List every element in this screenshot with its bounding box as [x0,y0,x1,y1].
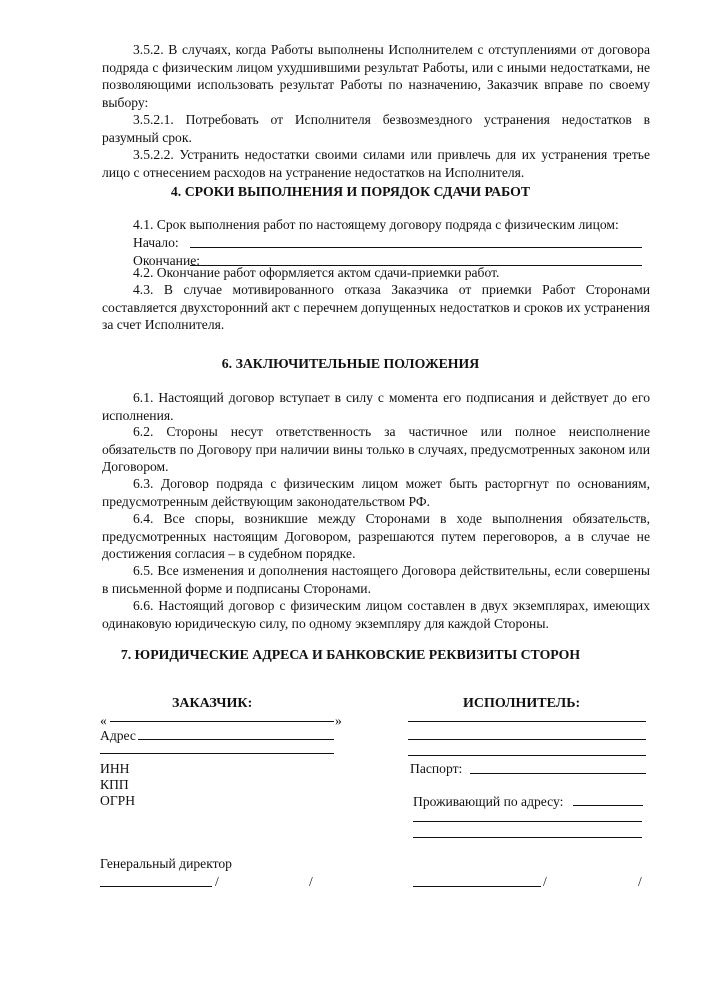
customer-address-field-2[interactable] [100,753,334,754]
section-7-heading: 7. ЮРИДИЧЕСКИЕ АДРЕСА И БАНКОВСКИЕ РЕКВИЗИТЫ СТОРОН [120,647,581,662]
paragraph-4-1: 4.1. Срок выполнения работ по настоящему договору подряда с физическим лицом: [133,217,619,232]
contractor-name-field-2[interactable] [408,739,646,740]
start-date-field[interactable] [190,247,642,248]
paragraph-3-5-2-2: 3.5.2.2. Устранить недостатки своими силами или привлечь для их устранения третье лицо с отнесением расходов на устранение недостатков на Исполнителя. [102,147,650,180]
paragraph-6-6: 6.6. Настоящий договор с физическим лицом составлен в двух экземплярах, имеющих одинаковую юридическую силу, по одному экземпляру для каждой Стороны. [102,598,650,631]
paragraph-3-5-2-1: 3.5.2.1. Потребовать от Исполнителя безвозмездного устранения недостатков в разумный срок. [102,112,650,145]
passport-label: Паспорт: [410,761,463,776]
paragraph-6-3: 6.3. Договор подряда с физическим лицом может быть расторгнут по основаниям, предусмотренным действующим законодательством РФ. [102,476,650,509]
customer-ogrn-label: ОГРН [100,793,136,808]
passport-field[interactable] [470,773,646,774]
residing-address-field-3[interactable] [413,837,642,838]
contractor-slash-2: / [638,874,642,889]
director-label: Генеральный директор [100,856,232,871]
residing-address-field-2[interactable] [413,821,642,822]
customer-title: ЗАКАЗЧИК: [172,696,253,711]
paragraph-6-5: 6.5. Все изменения и дополнения настоящего Договора действительны, если совершены в письменной форме и подписаны Сторонами. [102,563,650,596]
customer-quote-close: » [335,713,342,728]
contractor-slash-1: / [543,874,547,889]
contractor-name-field-3[interactable] [408,755,646,756]
paragraph-6-1: 6.1. Настоящий договор вступает в силу с момента его подписания и действует до его исполнения. [102,390,650,423]
contractor-signature-field[interactable] [413,886,541,887]
section-4-heading: 4. СРОКИ ВЫПОЛНЕНИЯ И ПОРЯДОК СДАЧИ РАБОТ [170,184,531,199]
paragraph-6-2: 6.2. Стороны несут ответственность за частичное или полное неисполнение обязательств по Договору при наличии вины только в случаях, предусмотренных законом или Договором. [102,424,650,475]
customer-kpp-label: КПП [100,777,129,792]
customer-slash-1: / [215,874,219,889]
contractor-name-field[interactable] [408,721,646,722]
start-label: Начало: [133,235,179,250]
end-label: Окончание: [133,253,201,268]
paragraph-3-5-2: 3.5.2. В случаях, когда Работы выполнены Исполнителем с отступлениями от договора подряда с физическим лицом ухудшившими результат Работы, или с иными недостатками, не позволяющими использовать результат Работы по назначению, Заказчик вправе по своему выбору: [102,42,650,110]
customer-slash-2: / [309,874,313,889]
customer-address-label: Адрес [100,728,136,743]
paragraph-6-4: 6.4. Все споры, возникшие между Сторонами в ходе выполнения обязательств, предусмотренных настоящим Договором, разрешаются путем переговоров, а в случае не достижения согласия – в судебном порядке. [102,511,650,562]
customer-quote-open: « [100,713,107,728]
contractor-title: ИСПОЛНИТЕЛЬ: [463,696,581,711]
residing-label: Проживающий по адресу: [413,794,564,809]
customer-address-field[interactable] [138,739,334,740]
customer-inn-label: ИНН [100,761,130,776]
director-signature-field[interactable] [100,886,212,887]
residing-address-field[interactable] [573,805,643,806]
section-6-heading: 6. ЗАКЛЮЧИТЕЛЬНЫЕ ПОЛОЖЕНИЯ [221,356,480,371]
customer-name-field[interactable] [110,721,334,722]
paragraph-4-2: 4.2. Окончание работ оформляется актом сдачи-приемки работ. [133,265,500,280]
paragraph-4-3: 4.3. В случае мотивированного отказа Заказчика от приемки Работ Сторонами составляется двухсторонний акт с перечнем допущенных недостатков и сроков их устранения за счет Исполнителя. [102,282,650,333]
